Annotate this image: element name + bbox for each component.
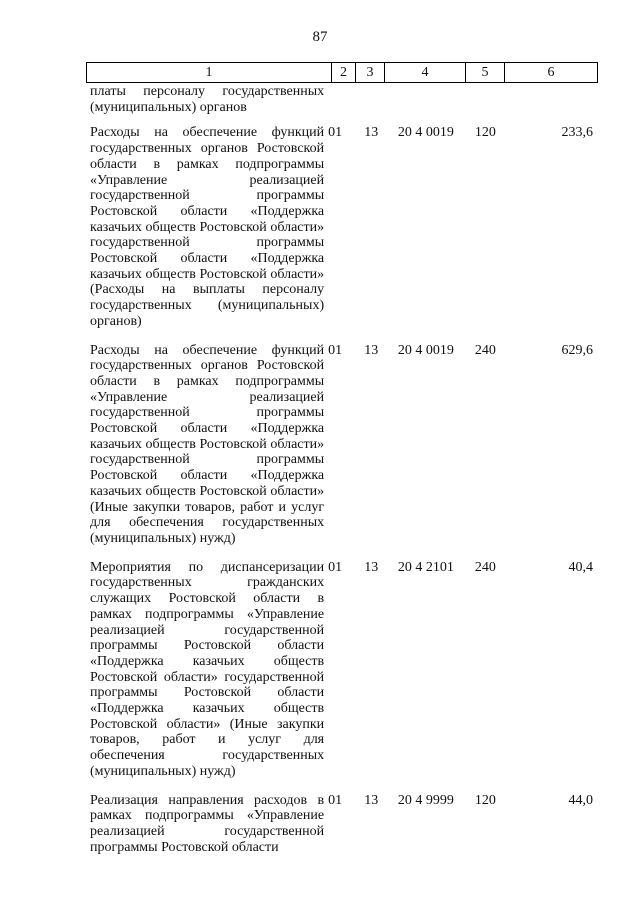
page-number: 87 [312,29,328,45]
row-description: Расходы на обеспечение функций государственных органов Ростовской области в рамках подпрограммы «Управление реализацией государственной программы Ростовской области «Поддержка казачьих обществ Ростовской области» государственной программы Ростовской области «Поддержка казачьих обществ Ростовской области» (Иные закупки товаров, работ и услуг для обеспечения государственных (муниципальных) нужд) [90,342,325,546]
row-amount: 629,6 [561,342,593,358]
row-description: Расходы на обеспечение функций государственных органов Ростовской области в рамках подпрограммы «Управление реализацией государственной программы Ростовской области «Поддержка казачьих обществ Ростовской области» государственной программы Ростовской области «Поддержка казачьих обществ Ростовской области» (Расходы на выплаты персоналу государственных (муниципальных) органов) [90,125,325,329]
header-col-1: 1 [87,63,332,82]
row-target-code: 20 4 9999 [397,792,454,808]
row-expense-type: 120 [474,125,496,141]
row-target-code [386,84,466,115]
row-description: платы персоналу государственных (муниципальных) органов [90,84,325,115]
table-row [86,343,598,547]
table-row [86,793,598,856]
row-description: Реализация направления расходов в рамках подпрограммы «Управление реализацией государственной программы Ростовской области [90,792,325,855]
header-col-4: 4 [385,63,466,82]
header-col-5: 5 [466,63,505,82]
row-target-code: 20 4 0019 [397,342,454,358]
table-body [86,84,598,868]
table-header [86,62,598,83]
row-amount [505,84,598,115]
row-description: Мероприятия по диспансеризации государственных гражданских служащих Ростовской области в рамках подпрограммы «Управление реализацией государственной программы Ростовской области «Поддержка казачьих обществ Ростовской области» государственной программы Ростовской области «Поддержка казачьих обществ Ростовской области» (Иные закупки товаров, работ и услуг для обеспечения государственных (муниципальных) нужд) [90,559,325,779]
row-section: 01 [328,342,343,358]
row-expense-type [466,84,505,115]
row-subsection: 13 [364,559,379,575]
table-row [86,560,598,780]
row-expense-type: 120 [474,792,496,808]
row-subsection: 13 [364,342,379,358]
header-col-6: 6 [547,65,555,80]
table-row [86,84,598,115]
row-section [324,84,357,115]
row-expense-type: 240 [474,342,496,358]
row-target-code: 20 4 2101 [397,559,454,575]
row-subsection: 13 [364,125,379,141]
row-target-code: 20 4 0019 [397,125,454,141]
header-col-3: 3 [356,63,385,82]
row-subsection: 13 [364,792,379,808]
row-amount: 233,6 [561,125,593,141]
row-subsection [357,84,386,115]
row-section: 01 [328,125,343,141]
row-section: 01 [328,792,343,808]
row-amount: 44,0 [568,792,593,808]
row-expense-type: 240 [474,559,496,575]
row-section: 01 [328,559,343,575]
header-col-2: 2 [332,63,356,82]
row-amount: 40,4 [568,559,593,575]
table-row [86,125,598,329]
